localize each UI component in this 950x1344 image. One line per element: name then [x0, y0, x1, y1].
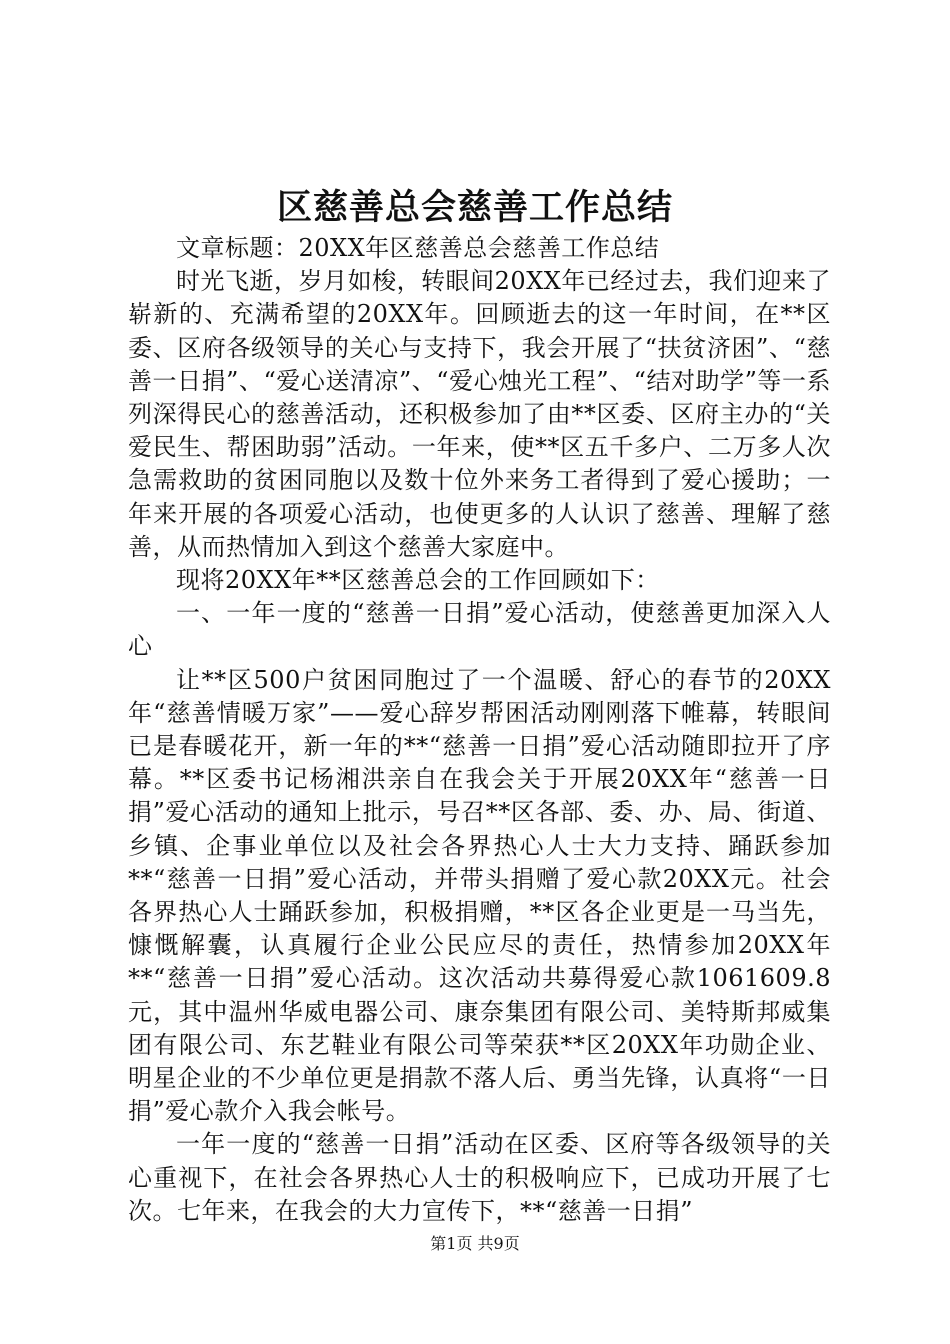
paragraph-review-lead: 现将20XX年**区慈善总会的工作回顾如下： [176, 566, 660, 595]
paragraph-article-title: 文章标题：20XX年区慈善总会慈善工作总结 [176, 234, 660, 262]
document-title: 区慈善总会慈善工作总结 [276, 187, 673, 228]
document-body [128, 232, 831, 1228]
paragraph-section-1-body: 让**区500户贫困同胞过了一个温暖、舒心的春节的20XX年“慈善情暖万家”——爱心辞岁帮困活动刚刚落下帷幕，转眼间已是春暖花开，新一年的**“慈善一日捐”爱心活动随即拉开了序幕。**区委书记杨湘洪亲自在我会关于开展20XX年“慈善一日捐”爱心活动的通知上批示，号召**区各部、委、办、局、街道、乡镇、企事业单位以及社会各界热心人士大力支持、踊跃参加**“慈善一日捐”爱心活动，并带头捐赠了爱心款20XX元。社会各界热心人士踊跃参加，积极捐赠，**区各企业更是一马当先，慷慨解囊，认真履行企业公民应尽的责任，热情参加20XX年**“慈善一日捐”爱心活动。这次活动共募得爱心款1061609.8元，其中温州华威电器公司、康奈集团有限公司、美特斯邦威集团有限公司、东艺鞋业有限公司等荣获**区20XX年功勋企业、明星企业的不少单位更是捐款不落人后、勇当先锋，认真将“一日捐”爱心款介入我会帐号。 [128, 665, 831, 1126]
section-heading-1: 一、一年一度的“慈善一日捐”爱心活动，使慈善更加深入人心 [128, 599, 831, 661]
page-footer: 第1页 共9页 [430, 1234, 520, 1253]
paragraph-section-1-cont: 一年一度的“慈善一日捐”活动在区委、区府等各级领导的关心重视下，在社会各界热心人士的积极响应下，已成功开展了七次。七年来，在我会的大力宣传下，**“慈善一日捐” [128, 1130, 831, 1225]
paragraph-intro: 时光飞逝，岁月如梭，转眼间20XX年已经过去，我们迎来了崭新的、充满希望的20XX年。回顾逝去的这一年时间，在**区委、区府各级领导的关心与支持下，我会开展了“扶贫济困”、“慈善一日捐”、“爱心送清凉”、“爱心烛光工程”、“结对助学”等一系列深得民心的慈善活动，还积极参加了由**区委、区府主办的“关爱民生、帮困助弱”活动。一年来，使**区五千多户、二万多人次急需救助的贫困同胞以及数十位外来务工者得到了爱心援助；一年来开展的各项爱心活动，也使更多的人认识了慈善、理解了慈善，从而热情加入到这个慈善大家庭中。 [128, 267, 831, 561]
